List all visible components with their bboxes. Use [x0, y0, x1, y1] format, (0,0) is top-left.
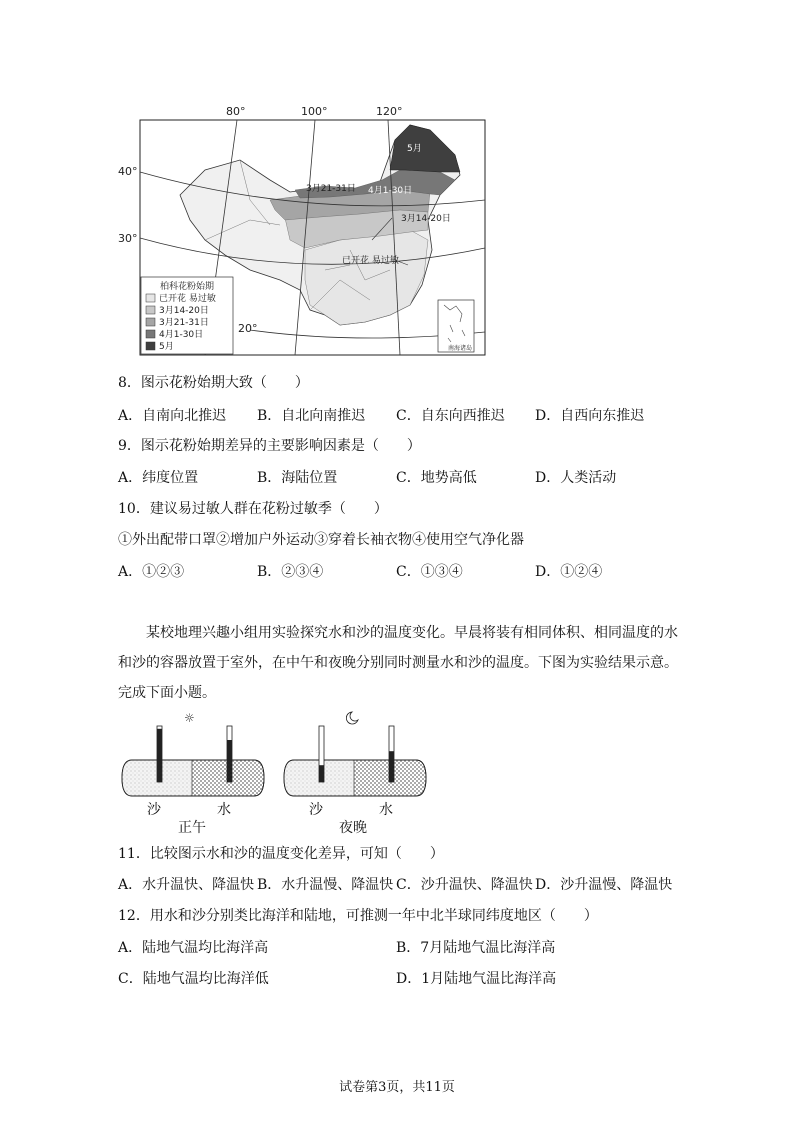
q9-option-c: C．地势高低 — [396, 470, 477, 486]
lat-label-30: 30° — [118, 232, 138, 245]
legend-swatch-3 — [146, 330, 155, 338]
inset-label: 南海诸岛 — [448, 345, 473, 352]
label-open: 已开花 易过敏 — [342, 256, 399, 266]
label-mar21: 3月21-31日 — [306, 184, 356, 194]
sun-icon: ☼ — [184, 711, 195, 725]
label-may: 5月 — [407, 144, 422, 154]
legend-item-4: 5月 — [159, 342, 174, 352]
q10-stem: 10．建议易过敏人群在花粉过敏季（ ） — [118, 501, 388, 517]
q9-option-a: A．纬度位置 — [118, 470, 199, 486]
q10-option-d: D．①②④ — [535, 564, 603, 580]
q11-option-b: B．水升温慢、降温快 — [257, 877, 394, 893]
q10-option-b: B．②③④ — [257, 564, 324, 580]
night-water-level — [389, 751, 394, 782]
noon-caption: 正午 — [178, 820, 206, 836]
noon-sand-level — [157, 729, 162, 782]
q11-stem: 11．比较图示水和沙的温度变化差异，可知（ ） — [118, 846, 444, 862]
lat-label-40: 40° — [118, 165, 138, 178]
noon-water-label: 水 — [217, 802, 231, 818]
experiment-figure — [110, 706, 440, 836]
intro-paragraph: 某校地理兴趣小组用实验探究水和沙的温度变化。早晨将装有相同体积、相同温度的水和沙的容器放置于室外，在中午和夜晚分别同时测量水和沙的温度。下图为实验结果示意。完成下面小题。 — [118, 625, 678, 701]
q9-stem: 9．图示花粉始期差异的主要影响因素是（ ） — [118, 438, 421, 454]
q8-option-d: D．自西向东推迟 — [535, 408, 645, 424]
q9-option-d: D．人类活动 — [535, 470, 617, 486]
q12-option-a: A．陆地气温均比海洋高 — [118, 940, 269, 956]
night-container — [284, 760, 426, 796]
lon-label-120: 120° — [376, 105, 403, 118]
legend-swatch-4 — [146, 342, 155, 350]
q11-option-c: C．沙升温快、降温快 — [396, 877, 533, 893]
q12-option-b: B．7月陆地气温比海洋高 — [396, 940, 556, 956]
label-apr: 4月1-30日 — [368, 186, 413, 196]
night-sand-level — [319, 765, 324, 782]
south-china-sea-inset — [438, 300, 474, 352]
q11-option-a: A．水升温快、降温快 — [118, 877, 255, 893]
lon-label-80: 80° — [226, 105, 246, 118]
label-mar14: 3月14-20日 — [401, 214, 451, 224]
legend-item-3: 4月1-30日 — [159, 330, 204, 340]
legend-swatch-0 — [146, 294, 155, 302]
q8-option-a: A．自南向北推迟 — [118, 408, 227, 424]
pollen-map — [110, 100, 500, 362]
q12-option-c: C．陆地气温均比海洋低 — [118, 971, 269, 987]
night-water-label: 水 — [379, 802, 393, 818]
legend-item-1: 3月14-20日 — [159, 306, 209, 316]
night-caption: 夜晚 — [339, 820, 367, 836]
noon-container — [122, 760, 264, 796]
noon-sand-label: 沙 — [147, 802, 161, 818]
lon-label-100: 100° — [301, 105, 328, 118]
q9-option-b: B．海陆位置 — [257, 470, 338, 486]
legend-item-0: 已开花 易过敏 — [159, 294, 216, 304]
q8-option-c: C．自东向西推迟 — [396, 408, 505, 424]
q8-option-b: B．自北向南推迟 — [257, 408, 366, 424]
legend-title: 柏科花粉始期 — [160, 282, 215, 292]
night-sand-label: 沙 — [309, 802, 323, 818]
q10-items: ①外出配带口罩②增加户外运动③穿着长袖衣物④使用空气净化器 — [118, 532, 524, 548]
legend-item-2: 3月21-31日 — [159, 318, 209, 328]
legend-swatch-2 — [146, 318, 155, 326]
q11-option-d: D．沙升温慢、降温快 — [535, 877, 673, 893]
map-legend — [141, 277, 233, 354]
lat-label-20: 20° — [238, 322, 258, 335]
noon-water-level — [227, 740, 232, 782]
q12-stem: 12．用水和沙分别类比海洋和陆地，可推测一年中北半球同纬度地区（ ） — [118, 908, 598, 924]
q10-option-a: A．①②③ — [118, 564, 185, 580]
q10-option-c: C．①③④ — [396, 564, 463, 580]
q8-stem: 8．图示花粉始期大致（ ） — [118, 375, 309, 391]
page-footer: 试卷第3页，共11页 — [339, 1080, 455, 1095]
q12-option-d: D．1月陆地气温比海洋高 — [396, 971, 557, 987]
legend-swatch-1 — [146, 306, 155, 314]
moon-icon — [346, 712, 358, 724]
